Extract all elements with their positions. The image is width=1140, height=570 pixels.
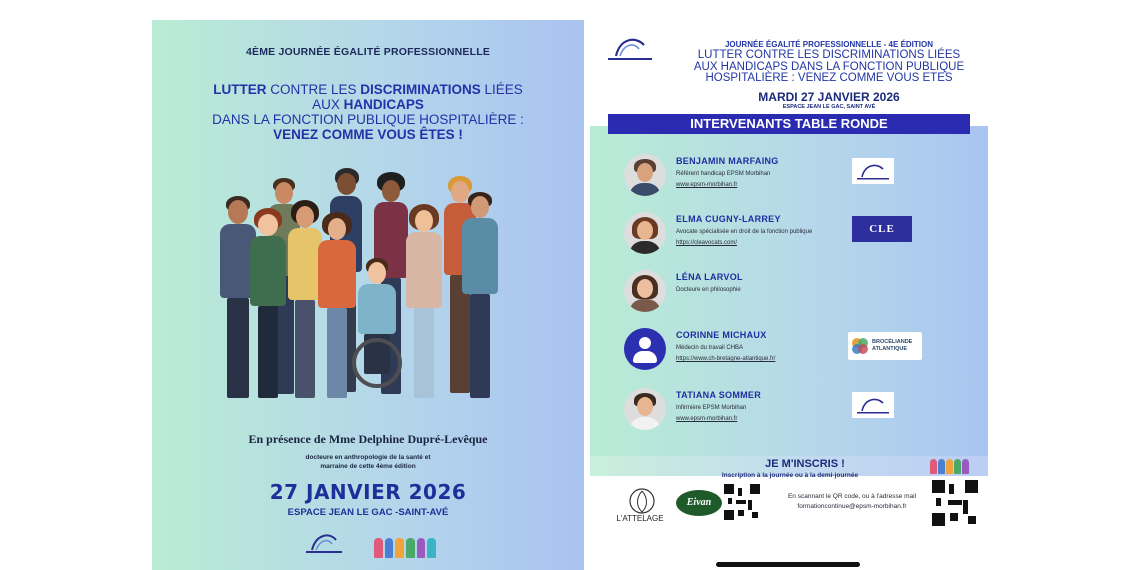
left-title-line-1 [172,82,564,97]
presence-subtitle-line: docteure en anthropologie de la santé et [305,454,431,461]
epsm-logo [852,392,894,418]
speaker-name: TATIANA SOMMER [676,390,762,400]
title-word-aux: AUX [312,97,344,112]
right-kicker: JOURNÉE ÉGALITÉ PROFESSIONNELLE - 4E ÉDITION [724,40,934,49]
left-poster [152,20,584,570]
speaker-name: ELMA CUGNY-LARREY [676,214,781,224]
person-figure [462,192,498,408]
ch-logo-text: BROCÉLIANDE [872,339,913,345]
right-title-line: LUTTER CONTRE LES DISCRIMINATIONS LIÉES [697,49,961,61]
speaker-role: Infirmière EPSM Morbihan [676,405,747,411]
epsm-logo [604,30,656,66]
left-kicker: 4ÈME JOURNÉE ÉGALITÉ PROFESSIONNELLE [245,46,491,58]
person-icon [406,538,415,558]
presence-subtitle-line: marraine de cette 4ème édition [320,463,416,470]
speakers-banner: INTERVENANTS TABLE RONDE [608,114,970,134]
speaker-card [590,324,988,374]
speaker-photo [624,154,666,196]
speaker-card [590,208,988,258]
wheelchair-icon [938,459,945,474]
person-wheelchair-user [358,258,396,408]
speaker-name: LÉNA LARVOL [676,272,743,282]
speaker-role: Docteure en philosophie [676,287,741,293]
left-title-line-2 [172,97,564,112]
speaker-role: Référent handicap EPSM Morbihan [676,171,771,177]
person-icon [962,459,969,474]
title-word-contre: CONTRE LES [266,82,361,97]
speaker-photo [624,212,666,254]
right-event-venue: ESPACE JEAN LE GAC, SAINT AVÉ [782,104,876,110]
scan-instructions [772,492,932,512]
person-figure [288,200,322,408]
qr-code[interactable] [724,484,760,520]
speaker-card [590,384,988,434]
speaker-link[interactable]: https://cleavocats.com/ [676,240,738,246]
wheelchair-icon [385,538,394,558]
right-title [670,50,988,85]
presence-subtitle [152,453,584,471]
eivan-logo: Eivan [676,490,722,516]
speaker-role: Avocate spécialisée en droit de la fonction publique [676,229,813,235]
person-figure [318,212,356,408]
group-illustration [218,160,518,420]
left-title [172,82,564,142]
contact-email[interactable]: formationcontinue@epsm-morbihan.fr [797,503,907,510]
person-icon [427,538,436,558]
speaker-link[interactable]: www.epsm-morbihan.fr [676,182,738,188]
epsm-logo [852,158,894,184]
left-title-line-4: VENEZ COMME VOUS ÊTES ! [273,127,463,142]
speaker-role: Médecin du travail CHBA [676,345,744,351]
left-title-line-3: DANS LA FONCTION PUBLIQUE HOSPITALIÈRE : [212,112,524,127]
person-figure [406,204,442,408]
person-icon [954,459,961,474]
right-poster [590,20,988,540]
right-event-date: MARDI 27 JANVIER 2026 [758,90,900,104]
signup-heading: JE M'INSCRIS ! [765,458,845,470]
title-word-liees: LIÉES [480,82,523,97]
title-word-lutter: LUTTER [213,82,267,97]
person-icon [417,538,426,558]
person-icon [946,459,953,474]
attelage-label: L'ATTELAGE [616,514,664,523]
speaker-link[interactable]: https://www.ch-bretagne-atlantique.fr/ [676,356,776,362]
speaker-photo [624,388,666,430]
default-user-icon [624,328,666,370]
event-venue: ESPACE JEAN LE GAC -SAINT-AVÉ [287,507,449,518]
home-indicator[interactable] [716,562,860,567]
speaker-card [590,266,988,316]
presence-line: En présence de Mme Delphine Dupré-Levêque [248,432,488,446]
person-figure [250,208,286,408]
right-title-line: AUX HANDICAPS DANS LA FONCTION PUBLIQUE [693,60,965,73]
diversity-icons [374,534,436,558]
epsm-logo [302,528,346,558]
diversity-icons [930,458,976,474]
speaker-photo [624,270,666,312]
epsm-logo-mark [852,392,894,418]
speaker-link[interactable]: www.epsm-morbihan.fr [676,416,738,422]
speaker-card [590,150,988,200]
signup-section [590,456,988,540]
person-icon [374,538,383,558]
epsm-logo-mark [852,158,894,184]
ch-logo-text: ATLANTIQUE [872,346,908,352]
signup-subtitle: Inscription à la journée ou à la demi-journée [721,472,859,479]
title-word-handicaps: HANDICAPS [343,97,424,112]
person-icon [395,538,404,558]
ch-logo-mark [851,337,869,355]
speaker-name: BENJAMIN MARFAING [676,156,779,166]
right-title-line: HOSPITALIÈRE : VENEZ COMME VOUS ETES [705,72,953,84]
speaker-name: CORINNE MICHAUX [676,330,767,340]
title-word-discriminations: DISCRIMINATIONS [360,82,481,97]
qr-code[interactable] [932,480,978,526]
ch-bretagne-atlantique-logo [848,332,922,360]
cle-avocats-logo: CLE [852,216,912,242]
scan-line: En scannant le QR code, ou à l'adresse mail [787,493,917,500]
person-icon [930,459,937,474]
event-date: 27 JANVIER 2026 [269,480,467,504]
